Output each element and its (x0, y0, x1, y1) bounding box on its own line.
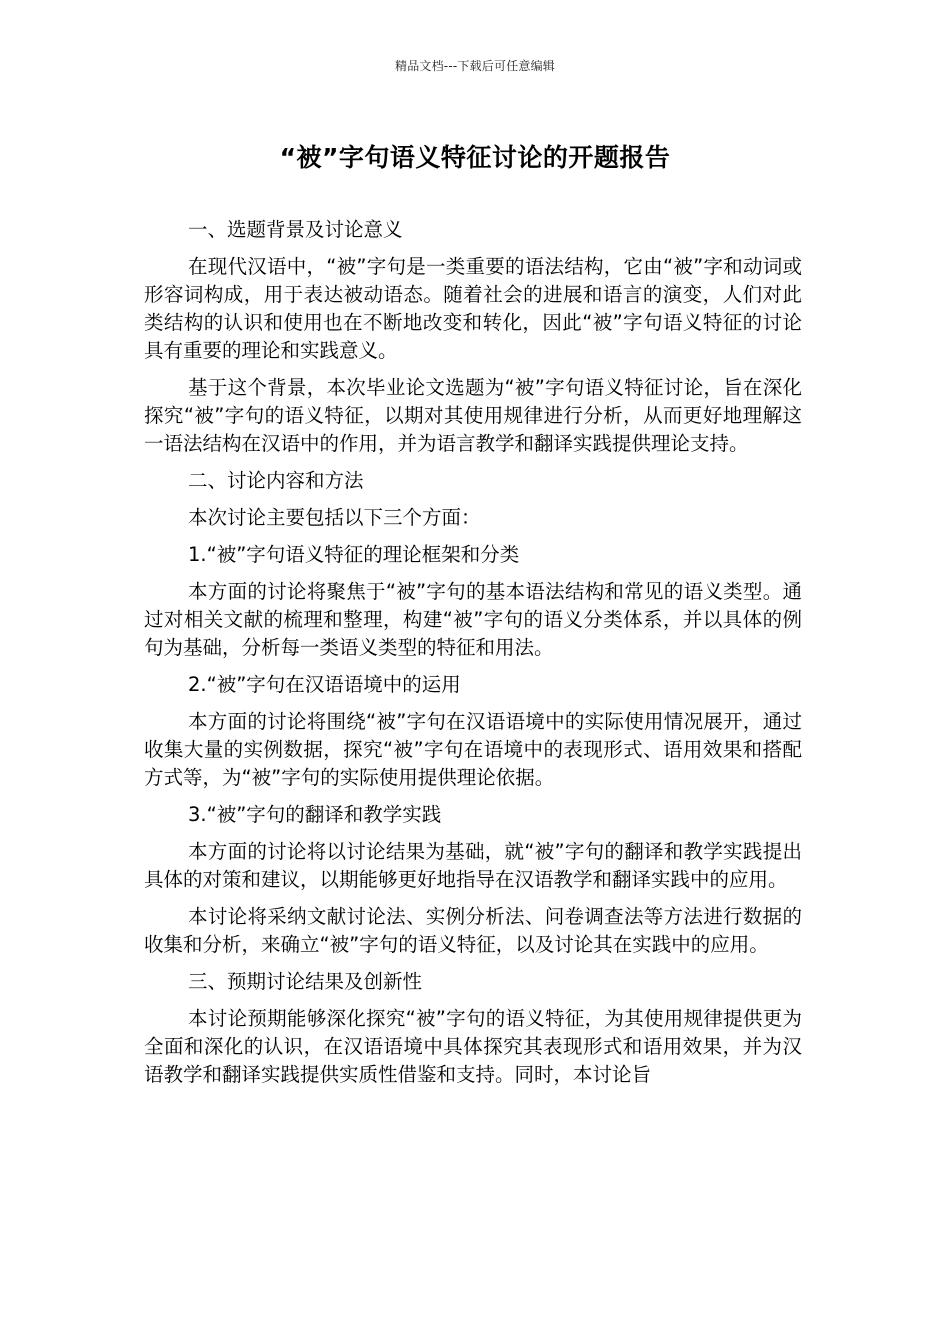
paragraph: 在现代汉语中，“被”字句是一类重要的语法结构，它由“被”字和动词或形容词构成，用于表达被动语态。随着社会的进展和语言的演变，人们对此类结构的认识和使用也在不断地改变和转化，因此“被”字句语义特征的讨论具有重要的理论和实践意义。 (144, 255, 802, 362)
paragraph: 本方面的讨论将围绕“被”字句在汉语语境中的实际使用情况展开，通过收集大量的实例数据，探究“被”字句在语境中的表现形式、语用效果和搭配方式等，为“被”字句的实际使用提供理论依据。 (144, 710, 802, 789)
section-heading-content-method: 二、讨论内容和方法 (188, 469, 364, 492)
document-title: “被”字句语义特征讨论的开题报告 (279, 143, 671, 172)
header-note: 精品文档---下载后可任意编辑 (395, 59, 555, 73)
paragraph: 基于这个背景，本次毕业论文选题为“被”字句语义特征讨论，旨在深化探究“被”字句的语义特征，以期对其使用规律进行分析，从而更好地理解这一语法结构在汉语中的作用，并为语言教学和翻译实践提供理论支持。 (144, 376, 802, 455)
subheading-item-3: 3.“被”字句的翻译和教学实践 (188, 803, 442, 826)
paragraph: 本次讨论主要包括以下三个方面： (188, 506, 481, 529)
paragraph: 本讨论将采纳文献讨论法、实例分析法、问卷调查法等方法进行数据的收集和分析，来确立“被”字句的语义特征，以及讨论其在实践中的应用。 (144, 905, 802, 956)
subheading-item-1: 1.“被”字句语义特征的理论框架和分类 (188, 543, 520, 566)
section-heading-expected-results: 三、预期讨论结果及创新性 (188, 970, 423, 993)
paragraph: 本讨论预期能够深化探究“被”字句的语义特征，为其使用规律提供更为全面和深化的认识，在汉语语境中具体探究其表现形式和语用效果，并为汉语教学和翻译实践提供实质性借鉴和支持。同时，本讨论旨 (144, 1007, 802, 1086)
section-heading-background: 一、选题背景及讨论意义 (188, 218, 403, 241)
paragraph: 本方面的讨论将聚焦于“被”字句的基本语法结构和常见的语义类型。通过对相关文献的梳理和整理，构建“被”字句的语义分类体系，并以具体的例句为基础，分析每一类语义类型的特征和用法。 (144, 580, 802, 659)
subheading-item-2: 2.“被”字句在汉语语境中的运用 (188, 673, 461, 696)
document-body (144, 216, 802, 1098)
paragraph: 本方面的讨论将以讨论结果为基础，就“被”字句的翻译和教学实践提出具体的对策和建议，以期能够更好地指导在汉语教学和翻译实践中的应用。 (144, 840, 802, 891)
